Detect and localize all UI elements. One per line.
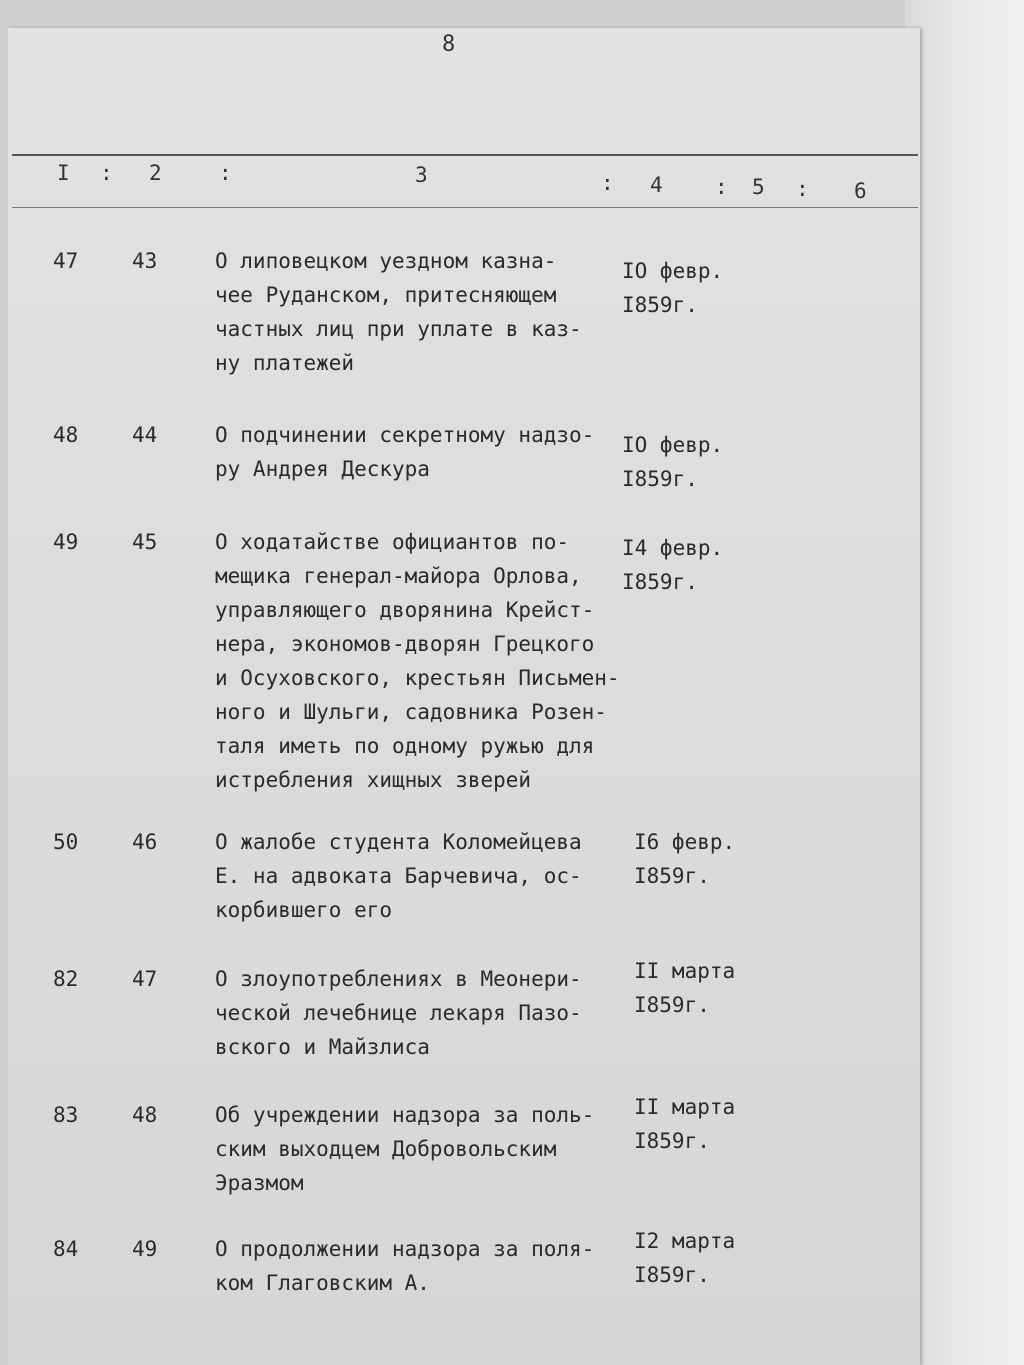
date-line: I4 февр. xyxy=(622,536,724,560)
item-number: 45 xyxy=(132,530,158,554)
description-line: управляющего дворянина Крейст- xyxy=(215,598,595,622)
date-line: I859г. xyxy=(622,467,698,491)
header-separator: : xyxy=(601,171,614,195)
row-number: 83 xyxy=(53,1103,79,1127)
description-line: О подчинении секретному надзо- xyxy=(215,423,595,447)
description-line: корбившего его xyxy=(215,898,393,922)
case-description xyxy=(215,418,594,486)
header-col4: 4 xyxy=(650,173,663,197)
description-line: Об учреждении надзора за поль- xyxy=(215,1103,595,1127)
header-separator: : xyxy=(100,161,113,185)
case-date xyxy=(634,1090,735,1158)
case-date xyxy=(622,428,723,496)
date-line: IO февр. xyxy=(622,433,724,457)
row-number: 50 xyxy=(53,830,79,854)
description-line: ру Андрея Дескура xyxy=(215,457,430,481)
date-line: I859г. xyxy=(622,570,698,594)
case-date xyxy=(634,954,735,1022)
description-line: истребления хищных зверей xyxy=(215,768,532,792)
description-line: нера, экономов-дворян Грецкого xyxy=(215,632,595,656)
description-line: ским выходцем Добровольским xyxy=(215,1137,557,1161)
row-number: 84 xyxy=(53,1237,79,1261)
description-line: ного и Шульги, садовника Розен- xyxy=(215,700,607,724)
case-description xyxy=(215,1232,594,1300)
description-line: таля иметь по одному ружью для xyxy=(215,734,595,758)
item-number: 49 xyxy=(132,1237,158,1261)
case-date xyxy=(634,825,735,893)
header-col5: 5 xyxy=(752,175,765,199)
row-number: 47 xyxy=(53,249,79,273)
row-number: 82 xyxy=(53,967,79,991)
date-line: I2 марта xyxy=(634,1229,736,1253)
header-separator: : xyxy=(715,175,728,199)
row-number: 49 xyxy=(53,530,79,554)
description-line: О продолжении надзора за поля- xyxy=(215,1237,595,1261)
date-line: II марта xyxy=(634,1095,736,1119)
background-surface xyxy=(905,0,1024,1365)
case-date xyxy=(622,254,723,322)
item-number: 44 xyxy=(132,423,158,447)
header-col3: 3 xyxy=(415,163,428,187)
description-line: ком Глаговским А. xyxy=(215,1271,430,1295)
header-col6: 6 xyxy=(854,179,867,203)
item-number: 46 xyxy=(132,830,158,854)
date-line: I859г. xyxy=(634,993,710,1017)
item-number: 47 xyxy=(132,967,158,991)
description-line: О жалобе студента Коломейцева xyxy=(215,830,582,854)
date-line: I6 февр. xyxy=(634,830,736,854)
description-line: Эразмом xyxy=(215,1171,304,1195)
case-date xyxy=(634,1224,735,1292)
description-line: ческой лечебнице лекаря Пазо- xyxy=(215,1001,582,1025)
date-line: IO февр. xyxy=(622,259,724,283)
description-line: О липовецком уездном казна- xyxy=(215,249,557,273)
item-number: 48 xyxy=(132,1103,158,1127)
description-line: О ходатайстве официантов по- xyxy=(215,530,570,554)
description-line: вского и Майзлиса xyxy=(215,1035,430,1059)
case-description xyxy=(215,1098,594,1200)
case-date xyxy=(622,531,723,599)
description-line: чее Руданском, притесняющем xyxy=(215,283,557,307)
description-line: частных лиц при уплате в каз- xyxy=(215,317,582,341)
description-line: О злоупотреблениях в Меонери- xyxy=(215,967,582,991)
date-line: II марта xyxy=(634,959,736,983)
header-separator: : xyxy=(219,161,232,185)
date-line: I859г. xyxy=(634,864,710,888)
header-col1: I xyxy=(57,161,70,185)
page-number: 8 xyxy=(442,32,456,57)
description-line: и Осуховского, крестьян Письмен- xyxy=(215,666,620,690)
case-description xyxy=(215,525,620,797)
description-line: мещика генерал-майора Орлова, xyxy=(215,564,582,588)
description-line: Е. на адвоката Барчевича, ос- xyxy=(215,864,582,888)
description-line: ну платежей xyxy=(215,351,355,375)
item-number: 43 xyxy=(132,249,158,273)
case-description xyxy=(215,825,582,927)
row-number: 48 xyxy=(53,423,79,447)
case-description xyxy=(215,244,582,380)
header-rule-bottom xyxy=(12,207,918,208)
header-rule-top xyxy=(12,154,918,156)
date-line: I859г. xyxy=(634,1263,710,1287)
date-line: I859г. xyxy=(634,1129,710,1153)
case-description xyxy=(215,962,582,1064)
header-separator: : xyxy=(796,177,809,201)
date-line: I859г. xyxy=(622,293,698,317)
header-col2: 2 xyxy=(149,161,162,185)
